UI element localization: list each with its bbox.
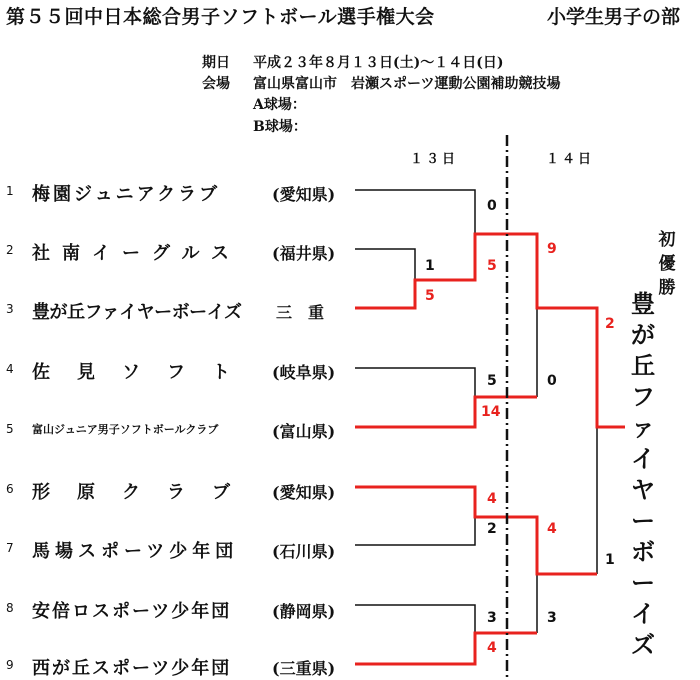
bracket-line <box>355 368 475 397</box>
team-name: 社南イーグルス <box>32 243 241 264</box>
venue-value: 富山県富山市 岩瀬スポーツ運動公園補助競技場 <box>253 76 561 92</box>
team-name: 形原クラブ <box>32 482 257 503</box>
score: 3 <box>487 610 497 626</box>
champion-label: 初優勝 <box>658 230 676 298</box>
team-name: 西が丘スポーツ少年団 <box>32 658 232 679</box>
bracket-line <box>355 190 475 234</box>
team-prefecture: (三重県) <box>272 659 336 678</box>
date-value: 平成２３年８月１３日(土)〜１４日(日) <box>253 55 504 71</box>
team-prefecture: 三 重 <box>276 303 325 322</box>
team-prefecture: (岐阜県) <box>272 363 336 382</box>
score: 2 <box>487 521 497 537</box>
bracket-line <box>355 517 475 545</box>
team-name: 富山ジュニア男子ソフトボールクラブ <box>32 423 219 436</box>
score: 4 <box>487 491 497 507</box>
team-name: 豊が丘ファイヤーボーイズ <box>32 302 242 323</box>
day2-header: １４日 <box>546 152 595 167</box>
seed-number: 1 <box>6 184 14 198</box>
team-prefecture: (愛知県) <box>272 483 336 502</box>
winner-path <box>355 633 537 664</box>
score: 0 <box>547 373 557 389</box>
field-b-label: B球場： <box>253 119 307 135</box>
score: 5 <box>487 258 497 274</box>
seed-number: 8 <box>6 601 14 615</box>
score: 9 <box>547 241 557 257</box>
seed-number: 7 <box>6 541 14 555</box>
score: 5 <box>487 373 497 389</box>
champion-team: 豊が丘ファイヤーボーイズ <box>631 289 655 659</box>
seed-number: 6 <box>6 482 14 496</box>
score: 14 <box>481 404 501 420</box>
team-prefecture: (石川県) <box>272 542 336 561</box>
score: 2 <box>605 316 615 332</box>
seed-number: 2 <box>6 243 14 257</box>
seed-number: 3 <box>6 302 14 316</box>
score: 1 <box>605 552 615 568</box>
score: 1 <box>425 258 435 274</box>
score: 4 <box>547 521 557 537</box>
team-prefecture: (富山県) <box>272 422 336 441</box>
seed-number: 9 <box>6 658 14 672</box>
score: 4 <box>487 640 497 656</box>
team-prefecture: (福井県) <box>272 244 336 263</box>
day1-header: １３日 <box>410 152 459 167</box>
team-name: 安倍ロスポーツ少年団 <box>32 601 232 622</box>
winner-path <box>355 487 597 574</box>
winner-path <box>355 397 537 427</box>
field-a-label: A球場： <box>253 97 306 113</box>
team-name: 梅園ジュニアクラブ <box>32 184 221 205</box>
bracket-line <box>355 249 415 280</box>
date-label: 期日 <box>202 55 230 71</box>
score: 0 <box>487 198 497 214</box>
venue-label: 会場 <box>202 76 230 92</box>
division-label: 小学生男子の部 <box>547 6 681 28</box>
score: 3 <box>547 610 557 626</box>
team-name: 佐見ソフト <box>32 362 257 383</box>
team-name: 馬場スポーツ少年団 <box>32 541 239 562</box>
team-prefecture: (静岡県) <box>272 602 336 621</box>
seed-number: 5 <box>6 422 14 436</box>
score: 5 <box>425 288 435 304</box>
tournament-title: 第５５回中日本総合男子ソフトボール選手権大会 <box>6 6 435 28</box>
seed-number: 4 <box>6 362 14 376</box>
bracket-line <box>355 605 475 633</box>
team-prefecture: (愛知県) <box>272 185 336 204</box>
